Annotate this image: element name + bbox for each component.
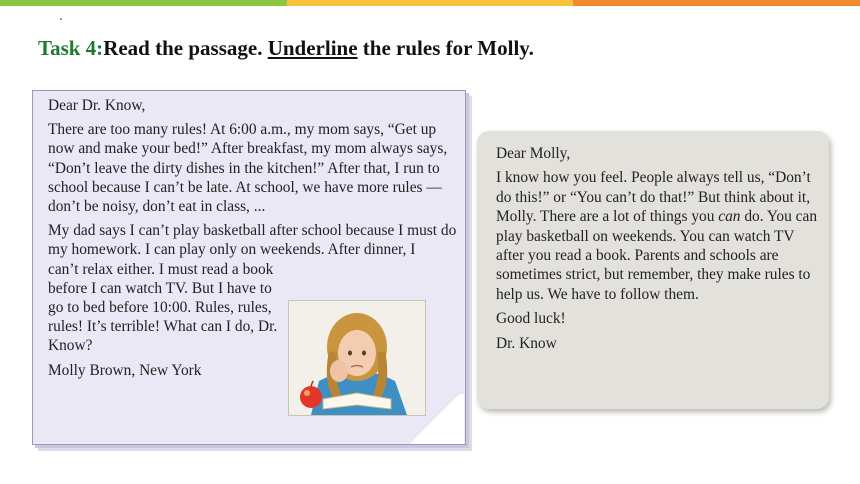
- task-title: [38, 36, 534, 61]
- task-label: Task 4:: [38, 36, 104, 60]
- task-text-before: Read the passage.: [103, 36, 268, 60]
- task-text-after: the rules for Molly.: [357, 36, 534, 60]
- top-color-bar: [0, 0, 860, 6]
- top-bar-green: [0, 0, 287, 6]
- letter-right-greeting: Dear Molly,: [496, 145, 571, 162]
- top-bar-yellow: [287, 0, 574, 6]
- task-underlined-word: Underline: [267, 36, 358, 60]
- letter-right-body: [496, 168, 818, 304]
- letter-right-body-part1: I know how you feel. People always tell us, “Don’t do this!” or “You can’t do that!” But think about it, Molly. There are a lot of things you: [496, 169, 811, 226]
- letter-right-body-part2: do. You can play basketball on weekends. You can watch TV after you read a book. Parents and schools are sometimes strict, but remember, they make rules to help us. We have to follow them.: [496, 208, 818, 303]
- letter-left-para2-wrap: can’t relax either. I must read a book before I can watch TV. But I have to go to bed before 10:00. Rules, rules, rules! It’s terrible! What can I do, Dr. Know?: [48, 260, 278, 355]
- letter-right-closing: Good luck!: [496, 310, 566, 328]
- letter-right-text: [496, 144, 818, 358]
- letter-left-greeting: Dear Dr. Know,: [48, 97, 146, 114]
- girl-reading-photo: [288, 300, 426, 416]
- letter-left-para2: My dad says I can’t play basketball after school because I must do my homework. I can play only on weekends. After dinner, I: [48, 222, 457, 259]
- letter-left-para1: There are too many rules! At 6:00 a.m., my mom says, “Get up now and make your bed!” After breakfast, my mom always says, “Don’t leave the dirty dishes in the kitchen!” After that, I run to school because I can’t be late. At school, we have more rules — don’t be noisy, don’t eat in class, ...: [48, 121, 448, 216]
- letter-right-can-italic: can: [718, 208, 741, 226]
- top-bar-orange: [573, 0, 860, 6]
- letter-left-signature: Molly Brown, New York: [48, 361, 202, 379]
- small-dot: [60, 18, 62, 20]
- letter-right-signature: Dr. Know: [496, 334, 557, 352]
